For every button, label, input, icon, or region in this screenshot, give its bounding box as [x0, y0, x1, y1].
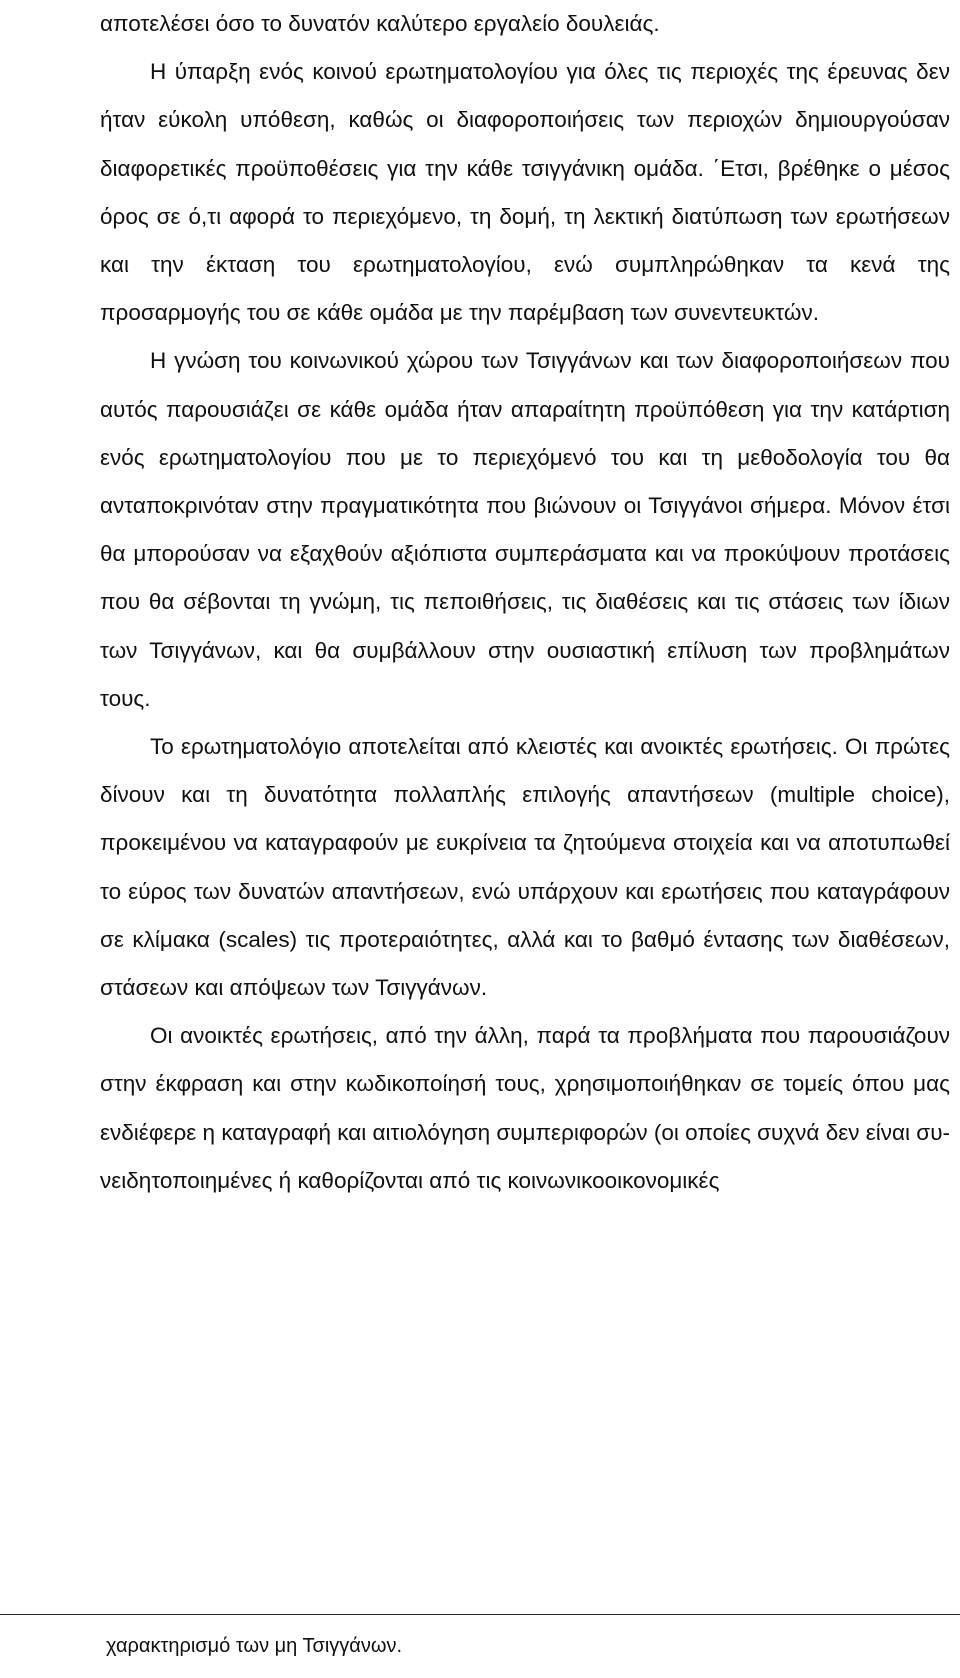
footnote-text: χαρακτηρισμό των μη Τσιγγάνων. — [106, 1635, 403, 1657]
body-text — [100, 0, 950, 1205]
paragraph-closed-open-questions: Το ερωτηματολόγιο αποτελείται από κλειστές και ανοικτές ερωτήσεις. Οι πρώτες δίνουν και τη δυνατότητα πολλαπλής επιλογής απαντήσεων (multiple choice), προκειμένου να καταγραφούν με ευκρίνεια τα ζητούμενα στοιχεία και να αποτυπωθεί το εύρος των δυνατών απαντήσεων, ενώ υπάρχουν και ερωτήσεις που καταγράφουν σε κλίμακα (scales) τις προτεραιότητες, αλλά και το βαθμό έντασης των διαθέσεων, στάσεων και απόψεων των Τσιγγάνων. — [100, 734, 950, 1001]
paragraph-open-questions: Οι ανοικτές ερωτήσεις, από την άλλη, παρά τα προβλήματα που παρουσιάζουν στην έκφραση και στην κωδικοποίησή τους, χρησιμοποιήθηκαν σε τομείς όπου μας ενδιέφερε η καταγραφή και αιτιολόγηση συμπεριφορών (οι οποίες συχνά δεν είναι συνειδητοποιημένες ή καθορίζονται από τις κοινωνικοοικονομικές — [100, 1023, 950, 1193]
paragraph-social-space-knowledge: Η γνώση του κοινωνικού χώρου των Τσιγγάνων και των διαφοροποιήσεων που αυτός παρουσιάζει σε κάθε ομάδα ήταν απαραίτητη προϋπόθεση για την κατάρτιση ενός ερωτηματολογίου που με το περιεχόμενό του και τη μεθοδολογία του θα ανταποκρινόταν στην πραγματικότητα που βιώνουν οι Τσιγγάνοι σήμερα. Μόνον έτσι θα μπορούσαν να εξαχθούν αξιόπιστα συμπεράσματα και να προκύψουν προτάσεις που θα σέβονται τη γνώμη, τις πεποιθήσεις, τις διαθέσεις και τις στάσεις των ίδιων των Τσιγγάνων, και θα συμβάλλουν στην ουσιαστική επίλυση των προβλημάτων τους. — [100, 348, 950, 711]
footnote-separator — [0, 1614, 960, 1615]
paragraph-continuation: αποτελέσει όσο το δυνατόν καλύτερο εργαλείο δουλειάς. — [100, 11, 660, 36]
paragraph-common-questionnaire: Η ύπαρξη ενός κοινού ερωτηματολογίου για όλες τις περιοχές της έρευνας δεν ήταν εύκολη υπόθεση, καθώς οι διαφοροποιήσεις των περιοχών δημιουργούσαν διαφορετικές προϋποθέσεις για την κάθε τσιγγάνικη ομάδα. ΄Ετσι, βρέθηκε ο μέσος όρος σε ό,τι αφορά το περιεχόμενο, τη δομή, τη λεκτική διατύπωση των ερωτήσεων και την έκταση του ερωτηματολογίου, ενώ συμπληρώθηκαν τα κενά της προσαρμογής του σε κάθε ομάδα με την παρέμβαση των συνεντευκτών. — [100, 59, 950, 326]
